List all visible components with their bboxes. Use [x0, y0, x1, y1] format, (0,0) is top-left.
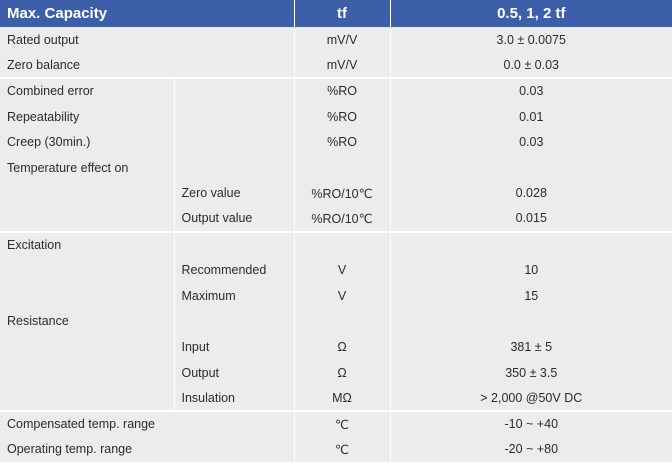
input-spacer — [0, 334, 174, 360]
rated-output-value: 3.0 ± 0.0075 — [390, 27, 672, 53]
zero-value-label: Zero value — [174, 181, 294, 207]
recommended-value: 10 — [390, 257, 672, 283]
row-zero-balance — [0, 53, 672, 79]
output-value-spacer — [0, 206, 174, 232]
header-value: 0.5, 1, 2 tf — [390, 0, 672, 27]
output-value: 350 ± 3.5 — [390, 360, 672, 386]
compensated-temp-unit: ℃ — [294, 411, 390, 437]
row-temperature-effect — [0, 155, 672, 181]
excitation-label: Excitation — [0, 232, 174, 258]
resistance-label: Resistance — [0, 309, 174, 335]
operating-temp-label: Operating temp. range — [0, 437, 174, 463]
output-value-label: Output value — [174, 206, 294, 232]
compensated-temp-label: Compensated temp. range — [0, 411, 174, 437]
combined-error-label: Combined error — [0, 78, 174, 104]
insulation-value: > 2,000 @50V DC — [390, 385, 672, 411]
row-creep — [0, 129, 672, 155]
row-compensated-temp — [0, 411, 672, 437]
zero-value-spacer — [0, 181, 174, 207]
resistance-value — [390, 309, 672, 335]
row-output-value — [0, 206, 672, 232]
output-label: Output — [174, 360, 294, 386]
recommended-spacer — [0, 257, 174, 283]
row-resistance — [0, 309, 672, 335]
row-output — [0, 360, 672, 386]
resistance-unit — [294, 309, 390, 335]
rated-output-sub — [174, 27, 294, 53]
creep-value: 0.03 — [390, 129, 672, 155]
excitation-value — [390, 232, 672, 258]
zero-value-value: 0.028 — [390, 181, 672, 207]
compensated-temp-value: -10 ~ +40 — [390, 411, 672, 437]
insulation-label: Insulation — [174, 385, 294, 411]
creep-sub — [174, 129, 294, 155]
repeatability-unit: %RO — [294, 104, 390, 130]
combined-error-sub — [174, 78, 294, 104]
creep-unit: %RO — [294, 129, 390, 155]
repeatability-sub — [174, 104, 294, 130]
row-rated-output — [0, 27, 672, 53]
input-value: 381 ± 5 — [390, 334, 672, 360]
maximum-label: Maximum — [174, 283, 294, 309]
temperature-effect-label: Temperature effect on — [0, 155, 174, 181]
rated-output-unit: mV/V — [294, 27, 390, 53]
compensated-temp-sub — [174, 411, 294, 437]
excitation-unit — [294, 232, 390, 258]
rated-output-label: Rated output — [0, 27, 174, 53]
operating-temp-sub — [174, 437, 294, 463]
insulation-spacer — [0, 385, 174, 411]
combined-error-unit: %RO — [294, 78, 390, 104]
combined-error-value: 0.03 — [390, 78, 672, 104]
row-repeatability — [0, 104, 672, 130]
resistance-sub — [174, 309, 294, 335]
zero-balance-unit: mV/V — [294, 53, 390, 79]
repeatability-value: 0.01 — [390, 104, 672, 130]
header-row — [0, 0, 672, 27]
zero-balance-value: 0.0 ± 0.03 — [390, 53, 672, 79]
row-excitation — [0, 232, 672, 258]
temperature-effect-unit — [294, 155, 390, 181]
row-operating-temp — [0, 437, 672, 463]
row-combined-error — [0, 78, 672, 104]
header-max-capacity: Max. Capacity — [0, 0, 294, 27]
output-spacer — [0, 360, 174, 386]
zero-balance-sub — [174, 53, 294, 79]
temperature-effect-value — [390, 155, 672, 181]
row-maximum — [0, 283, 672, 309]
recommended-label: Recommended — [174, 257, 294, 283]
output-unit: Ω — [294, 360, 390, 386]
zero-balance-label: Zero balance — [0, 53, 174, 79]
output-value-unit: %RO/10℃ — [294, 206, 390, 232]
row-input — [0, 334, 672, 360]
output-value-value: 0.015 — [390, 206, 672, 232]
temperature-effect-sub — [174, 155, 294, 181]
excitation-sub — [174, 232, 294, 258]
maximum-spacer — [0, 283, 174, 309]
input-unit: Ω — [294, 334, 390, 360]
row-insulation — [0, 385, 672, 411]
insulation-unit: MΩ — [294, 385, 390, 411]
zero-value-unit: %RO/10℃ — [294, 181, 390, 207]
operating-temp-unit: ℃ — [294, 437, 390, 463]
maximum-unit: V — [294, 283, 390, 309]
header-unit: tf — [294, 0, 390, 27]
input-label: Input — [174, 334, 294, 360]
operating-temp-value: -20 ~ +80 — [390, 437, 672, 463]
recommended-unit: V — [294, 257, 390, 283]
creep-label: Creep (30min.) — [0, 129, 174, 155]
row-zero-value — [0, 181, 672, 207]
row-recommended — [0, 257, 672, 283]
repeatability-label: Repeatability — [0, 104, 174, 130]
maximum-value: 15 — [390, 283, 672, 309]
